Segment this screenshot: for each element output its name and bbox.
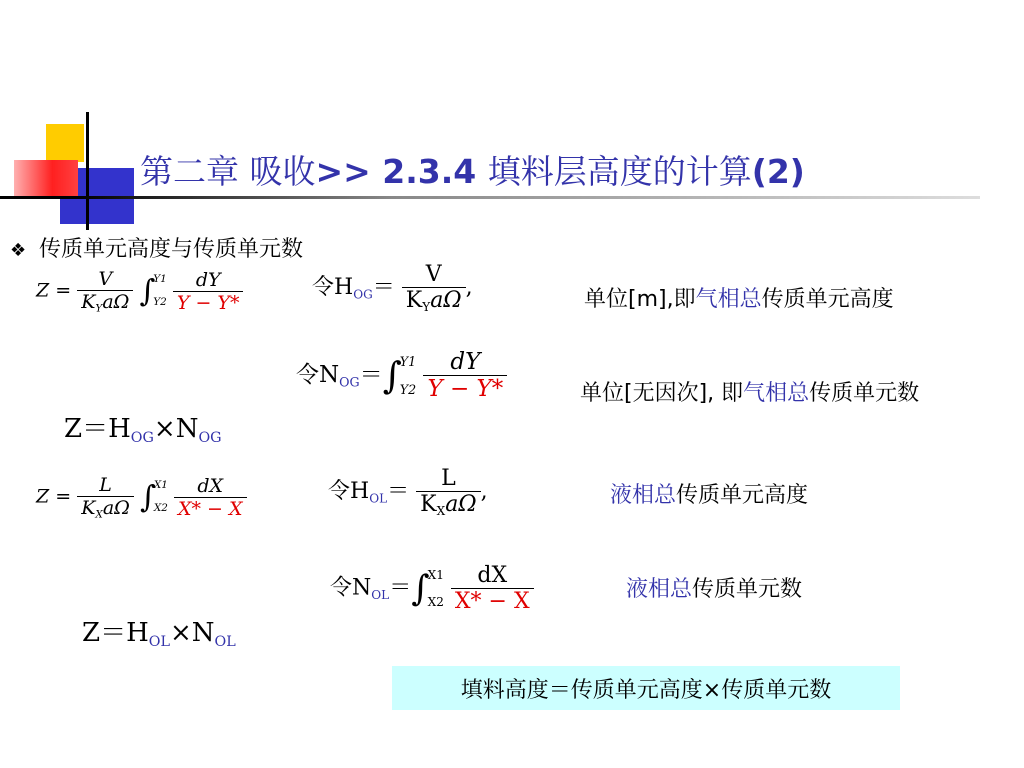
formula-hol: 令$H_{OL}=$ $\frac{L}{K_Xa\Omega}$ , (328, 466, 488, 519)
slide-title: 第二章 吸收>> 2.3.4 填料层高度的计算(2) (140, 152, 805, 191)
summary-box: 填料高度＝传质单元高度×传质单元数 (392, 666, 900, 710)
deco-yellow-square (46, 124, 84, 162)
title-underline (0, 196, 980, 199)
formula-hog: 令$H_{OG}=$ $\frac{V}{K_Ya\Omega}$ , (312, 262, 473, 315)
deco-red-square (14, 160, 78, 198)
bullet-heading: ❖ 传质单元高度与传质单元数 (10, 237, 304, 262)
formula-z-liquid-product: $Z=H_{OL}\times N_{OL}$ (82, 618, 236, 650)
note-hog: 单位[m],即气相总传质单元高度 (584, 287, 894, 312)
formula-z-liquid: Z = $\frac{L}{K_Xa\Omega}$ ∫ X1 X2 $\frac{dX}{X* - X}$ (36, 474, 247, 521)
deco-vertical-line (86, 112, 89, 230)
formula-nog: 令$N_{OG}=\int$ Y1 Y2 $\frac{dY}{Y - Y*}$ (296, 348, 507, 404)
bullet-diamond-icon: ❖ (10, 240, 27, 261)
note-hol: 液相总传质单元高度 (610, 483, 809, 508)
note-nol: 液相总传质单元数 (626, 577, 803, 602)
formula-nol: 令$N_{OL}=\int$ X1 X2 $\frac{dX}{X* - X}$ (330, 562, 534, 615)
note-nog: 单位[无因次], 即气相总传质单元数 (580, 381, 920, 406)
formula-z-gas: Z = $\frac{V}{K_Ya\Omega}$ ∫ Y1 Y2 $\frac{dY}{Y - Y*}$ (36, 268, 243, 315)
formula-z-gas-product: $Z=H_{OG}\times N_{OG}$ (64, 414, 222, 446)
